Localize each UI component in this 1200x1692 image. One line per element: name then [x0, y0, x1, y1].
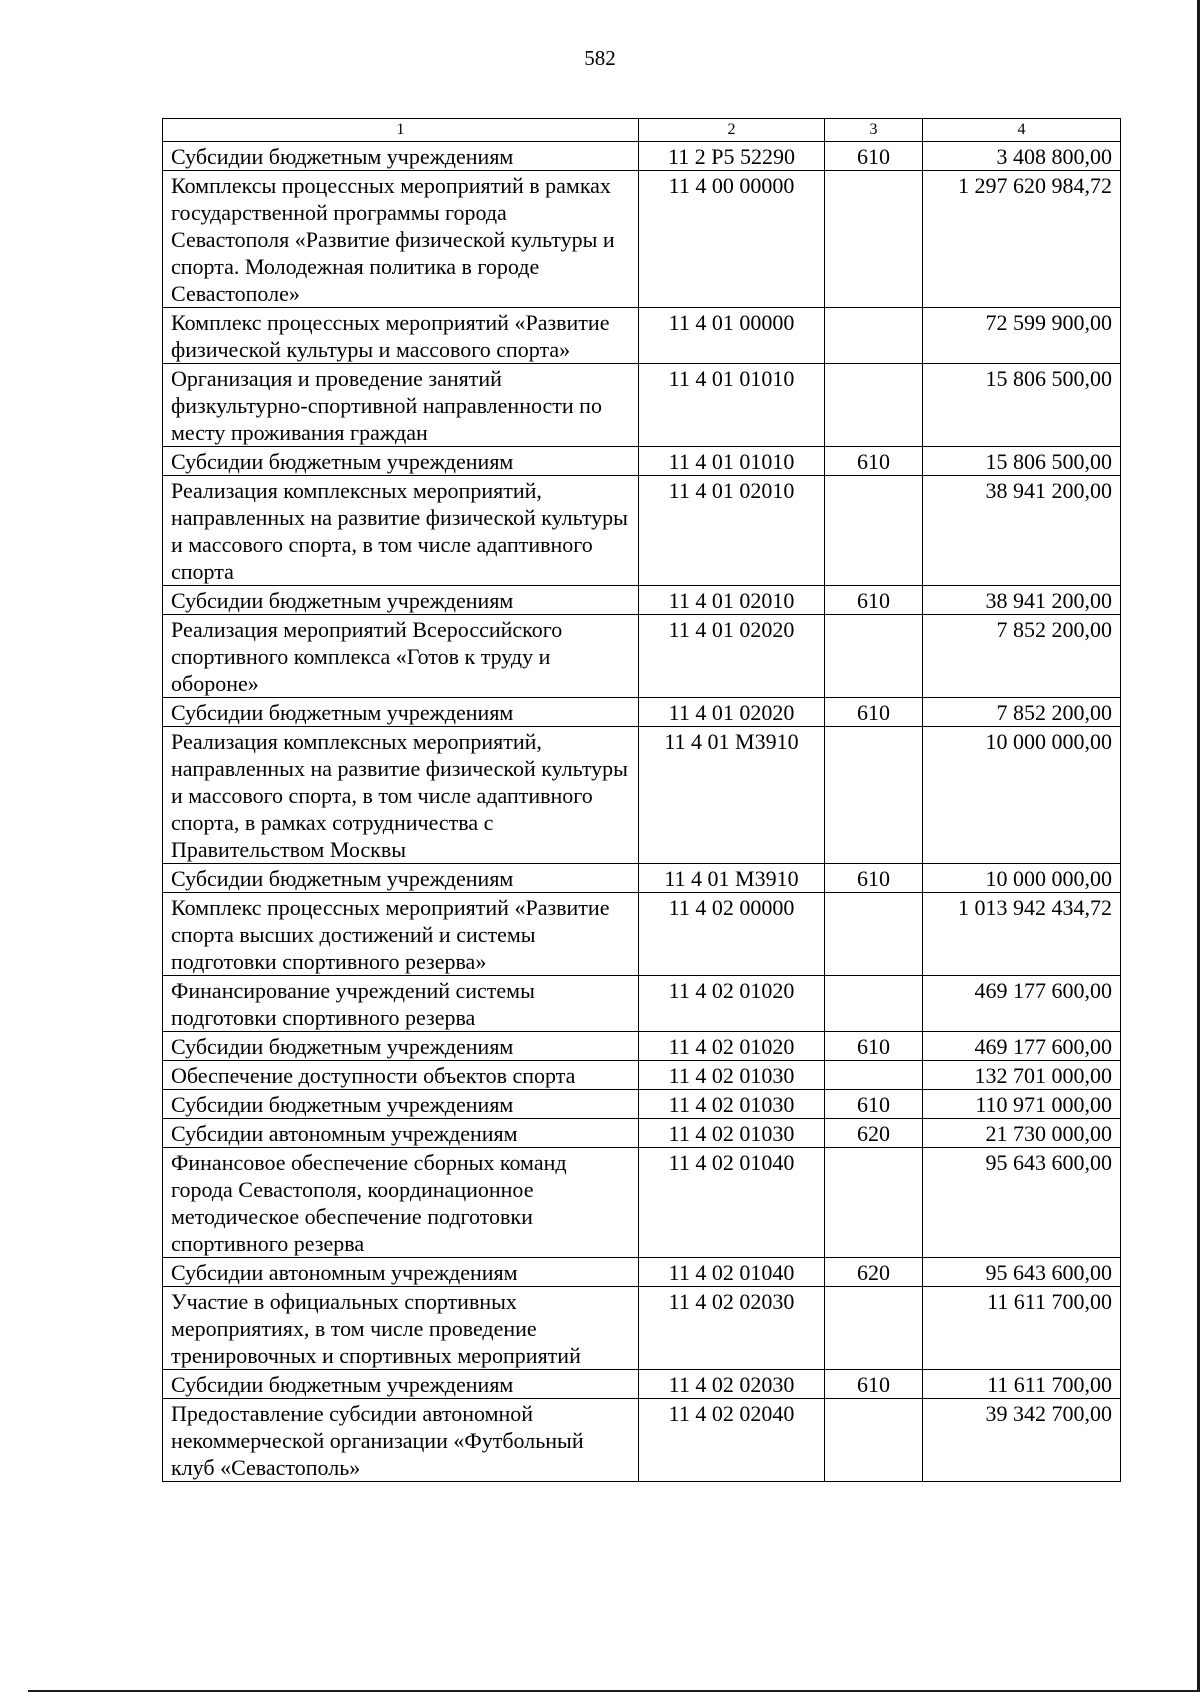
row-name-cell: Комплексы процессных мероприятий в рамках государственной программы города Севастополя «Развитие физической культуры и спорта. Молодежная политика в городе Севастополе» [163, 171, 639, 308]
row-expense-type-cell [825, 893, 923, 976]
table-row [163, 1119, 1121, 1148]
row-name-cell: Субсидии бюджетным учреждениям [163, 1032, 639, 1061]
page-number: 582 [584, 46, 616, 70]
row-name-cell: Субсидии бюджетным учреждениям [163, 1370, 639, 1399]
row-expense-type-cell: 610 [825, 586, 923, 615]
row-name-cell: Субсидии бюджетным учреждениям [163, 698, 639, 727]
row-amount-cell: 21 730 000,00 [923, 1119, 1121, 1148]
row-expense-type-cell [825, 1399, 923, 1482]
row-code-cell: 11 4 01 01010 [639, 447, 825, 476]
row-amount-cell: 72 599 900,00 [923, 308, 1121, 364]
row-expense-type-cell: 610 [825, 447, 923, 476]
row-expense-type-cell [825, 727, 923, 864]
row-amount-cell: 7 852 200,00 [923, 698, 1121, 727]
row-expense-type-cell [825, 308, 923, 364]
row-expense-type-cell: 610 [825, 698, 923, 727]
row-code-cell: 11 4 02 00000 [639, 893, 825, 976]
row-code-cell: 11 4 01 02010 [639, 586, 825, 615]
row-amount-cell: 469 177 600,00 [923, 1032, 1121, 1061]
row-amount-cell: 95 643 600,00 [923, 1148, 1121, 1258]
row-amount-cell: 11 611 700,00 [923, 1370, 1121, 1399]
table-row [163, 1148, 1121, 1258]
row-name-cell: Организация и проведение занятий физкультурно-спортивной направленности по месту проживания граждан [163, 364, 639, 447]
row-expense-type-cell [825, 976, 923, 1032]
row-name-cell: Обеспечение доступности объектов спорта [163, 1061, 639, 1090]
row-amount-cell: 7 852 200,00 [923, 615, 1121, 698]
row-code-cell: 11 4 01 02020 [639, 698, 825, 727]
row-expense-type-cell [825, 1287, 923, 1370]
table-row [163, 1090, 1121, 1119]
table-row [163, 171, 1121, 308]
row-code-cell: 11 4 02 01040 [639, 1258, 825, 1287]
table-row [163, 893, 1121, 976]
column-header-4: 4 [923, 119, 1121, 142]
table-row [163, 1287, 1121, 1370]
row-code-cell: 11 4 01 01010 [639, 364, 825, 447]
row-amount-cell: 15 806 500,00 [923, 447, 1121, 476]
row-name-cell: Финансирование учреждений системы подготовки спортивного резерва [163, 976, 639, 1032]
row-amount-cell: 39 342 700,00 [923, 1399, 1121, 1482]
row-code-cell: 11 4 02 01030 [639, 1061, 825, 1090]
row-amount-cell: 10 000 000,00 [923, 727, 1121, 864]
table-row [163, 1258, 1121, 1287]
row-name-cell: Субсидии автономным учреждениям [163, 1119, 639, 1148]
row-expense-type-cell [825, 364, 923, 447]
row-expense-type-cell: 610 [825, 864, 923, 893]
row-code-cell: 11 4 01 00000 [639, 308, 825, 364]
table-row [163, 698, 1121, 727]
table-row [163, 976, 1121, 1032]
row-amount-cell: 110 971 000,00 [923, 1090, 1121, 1119]
row-name-cell: Субсидии бюджетным учреждениям [163, 1090, 639, 1119]
row-expense-type-cell [825, 1148, 923, 1258]
row-amount-cell: 1 013 942 434,72 [923, 893, 1121, 976]
row-name-cell: Участие в официальных спортивных мероприятиях, в том числе проведение тренировочных и спортивных мероприятий [163, 1287, 639, 1370]
row-name-cell: Комплекс процессных мероприятий «Развитие физической культуры и массового спорта» [163, 308, 639, 364]
header-row [163, 119, 1121, 142]
row-code-cell: 11 4 01 M3910 [639, 727, 825, 864]
row-amount-cell: 11 611 700,00 [923, 1287, 1121, 1370]
table-row [163, 727, 1121, 864]
row-amount-cell: 1 297 620 984,72 [923, 171, 1121, 308]
row-code-cell: 11 4 00 00000 [639, 171, 825, 308]
row-code-cell: 11 4 02 02030 [639, 1370, 825, 1399]
row-name-cell: Субсидии бюджетным учреждениям [163, 142, 639, 171]
row-expense-type-cell: 610 [825, 1090, 923, 1119]
row-code-cell: 11 4 02 01040 [639, 1148, 825, 1258]
row-amount-cell: 469 177 600,00 [923, 976, 1121, 1032]
row-code-cell: 11 4 02 01030 [639, 1090, 825, 1119]
table-row [163, 364, 1121, 447]
table-row [163, 864, 1121, 893]
row-expense-type-cell [825, 171, 923, 308]
row-amount-cell: 3 408 800,00 [923, 142, 1121, 171]
row-code-cell: 11 4 01 02010 [639, 476, 825, 586]
row-expense-type-cell: 610 [825, 142, 923, 171]
row-code-cell: 11 4 02 01020 [639, 1032, 825, 1061]
row-name-cell: Реализация комплексных мероприятий, направленных на развитие физической культуры и массового спорта, в том числе адаптивного спорта, в рамках сотрудничества с Правительством Москвы [163, 727, 639, 864]
table-row [163, 1370, 1121, 1399]
column-header-2: 2 [639, 119, 825, 142]
row-expense-type-cell: 610 [825, 1370, 923, 1399]
table-row [163, 1061, 1121, 1090]
row-name-cell: Предоставление субсидии автономной некоммерческой организации «Футбольный клуб «Севастополь» [163, 1399, 639, 1482]
table-row [163, 586, 1121, 615]
row-code-cell: 11 4 01 M3910 [639, 864, 825, 893]
row-name-cell: Комплекс процессных мероприятий «Развитие спорта высших достижений и системы подготовки спортивного резерва» [163, 893, 639, 976]
row-amount-cell: 38 941 200,00 [923, 586, 1121, 615]
row-code-cell: 11 4 01 02020 [639, 615, 825, 698]
row-expense-type-cell [825, 476, 923, 586]
table-row [163, 476, 1121, 586]
row-name-cell: Финансовое обеспечение сборных команд города Севастополя, координационное методическое обеспечение подготовки спортивного резерва [163, 1148, 639, 1258]
row-amount-cell: 10 000 000,00 [923, 864, 1121, 893]
table-row [163, 615, 1121, 698]
column-header-1: 1 [163, 119, 639, 142]
row-name-cell: Субсидии автономным учреждениям [163, 1258, 639, 1287]
row-expense-type-cell [825, 615, 923, 698]
row-amount-cell: 132 701 000,00 [923, 1061, 1121, 1090]
row-code-cell: 11 4 02 01020 [639, 976, 825, 1032]
table-row [163, 447, 1121, 476]
row-expense-type-cell: 620 [825, 1258, 923, 1287]
table-row [163, 142, 1121, 171]
row-code-cell: 11 4 02 02040 [639, 1399, 825, 1482]
table-row [163, 308, 1121, 364]
row-expense-type-cell [825, 1061, 923, 1090]
row-name-cell: Реализация комплексных мероприятий, направленных на развитие физической культуры и массового спорта, в том числе адаптивного спорта [163, 476, 639, 586]
row-name-cell: Субсидии бюджетным учреждениям [163, 864, 639, 893]
row-code-cell: 11 4 02 01030 [639, 1119, 825, 1148]
row-name-cell: Реализация мероприятий Всероссийского спортивного комплекса «Готов к труду и обороне» [163, 615, 639, 698]
budget-table [162, 118, 1121, 1482]
row-expense-type-cell: 620 [825, 1119, 923, 1148]
row-amount-cell: 15 806 500,00 [923, 364, 1121, 447]
row-amount-cell: 95 643 600,00 [923, 1258, 1121, 1287]
row-amount-cell: 38 941 200,00 [923, 476, 1121, 586]
row-code-cell: 11 4 02 02030 [639, 1287, 825, 1370]
row-name-cell: Субсидии бюджетным учреждениям [163, 447, 639, 476]
column-header-3: 3 [825, 119, 923, 142]
row-code-cell: 11 2 P5 52290 [639, 142, 825, 171]
table-row [163, 1032, 1121, 1061]
row-name-cell: Субсидии бюджетным учреждениям [163, 586, 639, 615]
table-body [163, 142, 1121, 1482]
table-row [163, 1399, 1121, 1482]
row-expense-type-cell: 610 [825, 1032, 923, 1061]
